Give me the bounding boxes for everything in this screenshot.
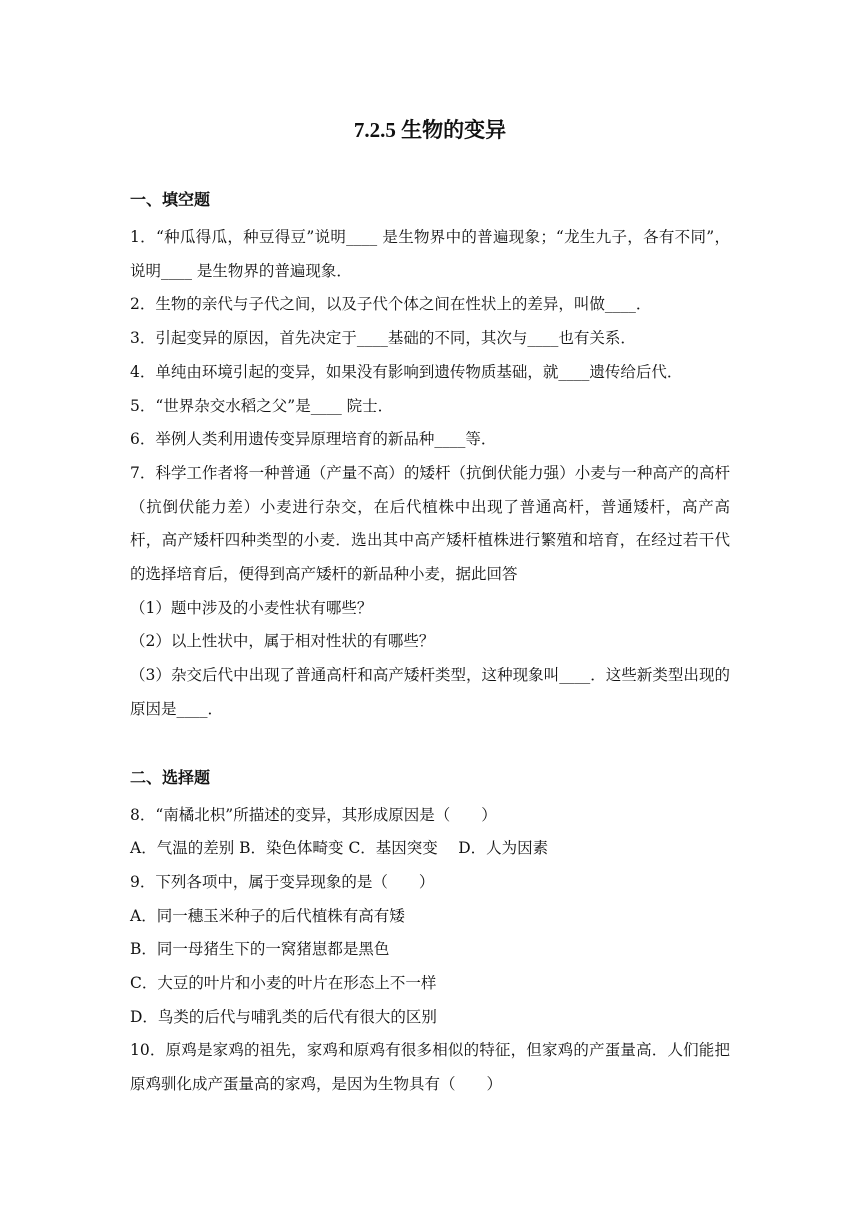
question-9-option-c: C．大豆的叶片和小麦的叶片在形态上不一样 [130,974,437,993]
question-2: 2．生物的亲代与子代之间，以及子代个体之间在性状上的差异，叫做____． [130,295,652,314]
question-4: 4．单纯由环境引起的变异，如果没有影响到遗传物质基础，就____遗传给后代． [130,362,683,381]
section-spacer [130,727,730,766]
question-7-part-3: （3）杂交后代中出现了普通高杆和高产矮杆类型，这种现象叫____．这些新类型出现的原因是____． [130,666,730,718]
question-3: 3．引起变异的原因，首先决定于____基础的不同，其次与____也有关系． [130,329,636,348]
question-7-part-1: （1）题中涉及的小麦性状有哪些？ [130,598,373,617]
question-5: 5．“世界杂交水稻之父”是____ 院士． [130,396,394,415]
section-heading-multiple-choice: 二、选择题 [130,767,211,787]
question-8: 8．“南橘北枳”所描述的变异，其形成原因是（ ） [130,805,497,824]
question-1: 1．“种瓜得瓜，种豆得豆”说明____ 是生物界中的普遍现象；“龙生九子，各有不同”，说明____ 是生物界的普遍现象． [130,228,730,280]
question-9-option-d: D．鸟类的后代与哺乳类的后代有很大的区别 [130,1007,437,1026]
question-9-option-a: A．同一穗玉米种子的后代植株有高有矮 [130,906,405,925]
question-8-options: A．气温的差别 B．染色体畸变 C．基因突变 D．人为因素 [130,839,549,858]
section-heading-fill-in: 一、填空题 [130,190,211,209]
document-title: 7.2.5 生物的变异 [353,118,507,142]
question-7-part-2: （2）以上性状中，属于相对性状的有哪些？ [130,632,435,651]
question-10: 10．原鸡是家鸡的祖先，家鸡和原鸡有很多相似的特征，但家鸡的产蛋量高．人们能把原鸡驯化成产蛋量高的家鸡，是因为生物具有（ ） [130,1041,730,1094]
question-9: 9．下列各项中，属于变异现象的是（ ） [130,872,435,891]
question-7: 7．科学工作者将一种普通（产量不高）的矮杆（抗倒伏能力强）小麦与一种高产的高杆（抗倒伏能力差）小麦进行杂交，在后代植株中出现了普通高杆，普通矮杆，高产高杆，高产矮杆四种类型的小麦．选出其中高产矮杆植株进行繁殖和培育，在经过若干代的选择培育后，便得到高产矮杆的新品种小麦，据此回答 [130,463,730,584]
question-6: 6．举例人类利用遗传变异原理培育的新品种____等． [130,430,497,449]
question-9-option-b: B．同一母猪生下的一窝猪崽都是黑色 [130,940,390,959]
document-content [130,188,730,1102]
